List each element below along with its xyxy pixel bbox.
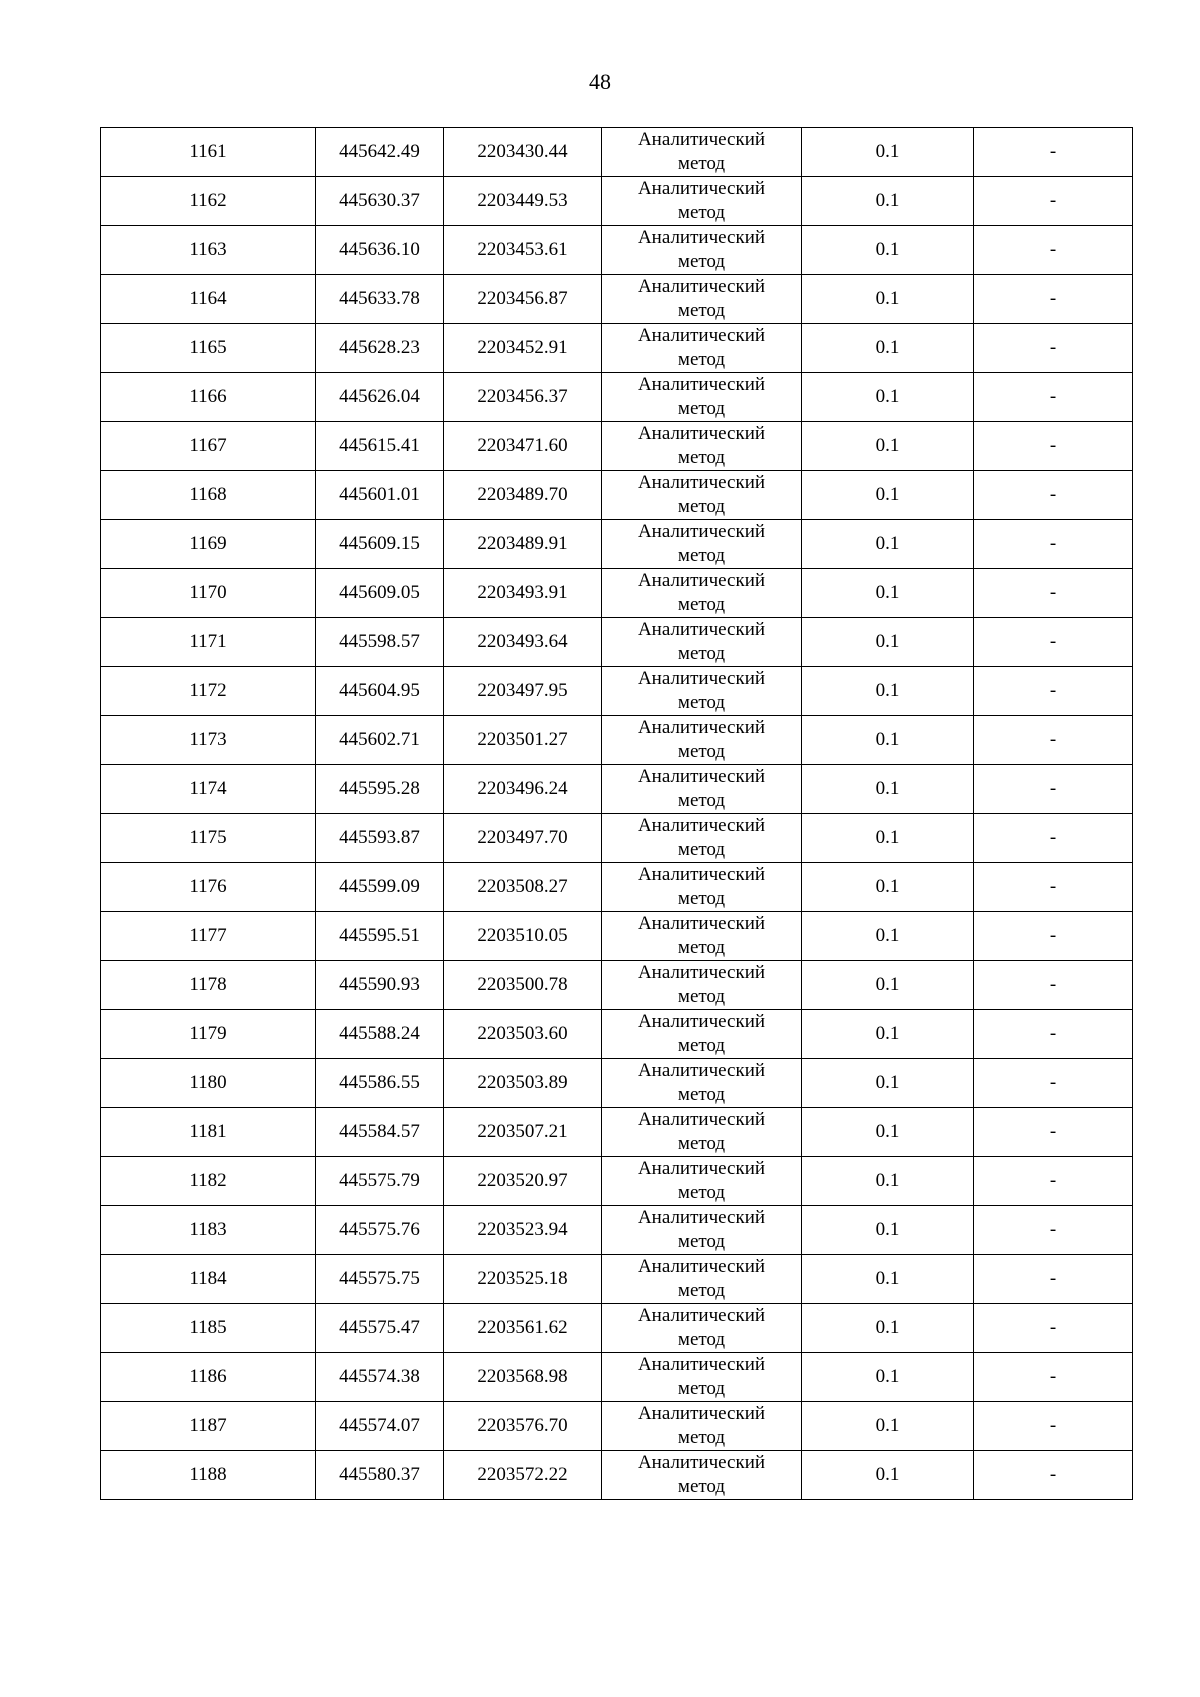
cell-note: - [974, 324, 1133, 373]
method-line-2: метод [677, 251, 726, 272]
cell-x-coordinate: 445575.79 [316, 1157, 444, 1206]
cell-accuracy: 0.1 [802, 1255, 974, 1304]
cell-point-number: 1172 [101, 667, 316, 716]
cell-accuracy: 0.1 [802, 324, 974, 373]
table-row [101, 716, 1133, 765]
table-row [101, 471, 1133, 520]
cell-y-coordinate: 2203500.78 [444, 961, 602, 1010]
method-line-2: метод [677, 1084, 726, 1105]
cell-accuracy: 0.1 [802, 814, 974, 863]
method-line-1: Аналитический [637, 1060, 766, 1081]
cell-x-coordinate: 445588.24 [316, 1010, 444, 1059]
cell-method [602, 177, 802, 226]
cell-accuracy: 0.1 [802, 471, 974, 520]
method-line-2: метод [677, 790, 726, 811]
cell-note: - [974, 275, 1133, 324]
cell-y-coordinate: 2203456.87 [444, 275, 602, 324]
method-line-1: Аналитический [637, 374, 766, 395]
cell-note: - [974, 520, 1133, 569]
cell-point-number: 1178 [101, 961, 316, 1010]
cell-accuracy: 0.1 [802, 716, 974, 765]
cell-x-coordinate: 445633.78 [316, 275, 444, 324]
table-row [101, 177, 1133, 226]
cell-accuracy: 0.1 [802, 618, 974, 667]
cell-accuracy: 0.1 [802, 1402, 974, 1451]
method-line-2: метод [677, 839, 726, 860]
cell-y-coordinate: 2203493.91 [444, 569, 602, 618]
method-line-2: метод [677, 986, 726, 1007]
cell-point-number: 1171 [101, 618, 316, 667]
cell-x-coordinate: 445575.75 [316, 1255, 444, 1304]
table-row [101, 1206, 1133, 1255]
method-line-1: Аналитический [637, 619, 766, 640]
table-row [101, 128, 1133, 177]
cell-x-coordinate: 445575.76 [316, 1206, 444, 1255]
method-line-2: метод [677, 888, 726, 909]
cell-note: - [974, 177, 1133, 226]
cell-accuracy: 0.1 [802, 128, 974, 177]
cell-method [602, 422, 802, 471]
method-line-1: Аналитический [637, 325, 766, 346]
method-line-1: Аналитический [637, 668, 766, 689]
cell-y-coordinate: 2203510.05 [444, 912, 602, 961]
table-row [101, 1108, 1133, 1157]
cell-point-number: 1167 [101, 422, 316, 471]
cell-x-coordinate: 445593.87 [316, 814, 444, 863]
cell-note: - [974, 1255, 1133, 1304]
cell-method [602, 1108, 802, 1157]
cell-y-coordinate: 2203572.22 [444, 1451, 602, 1500]
cell-method [602, 1304, 802, 1353]
cell-y-coordinate: 2203503.60 [444, 1010, 602, 1059]
method-line-2: метод [677, 1476, 726, 1497]
table-row [101, 422, 1133, 471]
table-row [101, 618, 1133, 667]
cell-y-coordinate: 2203489.91 [444, 520, 602, 569]
cell-x-coordinate: 445615.41 [316, 422, 444, 471]
cell-accuracy: 0.1 [802, 1304, 974, 1353]
method-line-2: метод [677, 1378, 726, 1399]
cell-point-number: 1186 [101, 1353, 316, 1402]
cell-x-coordinate: 445595.28 [316, 765, 444, 814]
cell-note: - [974, 1157, 1133, 1206]
cell-point-number: 1188 [101, 1451, 316, 1500]
cell-method [602, 471, 802, 520]
method-line-2: метод [677, 496, 726, 517]
cell-point-number: 1163 [101, 226, 316, 275]
method-line-1: Аналитический [637, 815, 766, 836]
cell-accuracy: 0.1 [802, 226, 974, 275]
method-line-1: Аналитический [637, 962, 766, 983]
cell-accuracy: 0.1 [802, 1206, 974, 1255]
cell-note: - [974, 422, 1133, 471]
cell-note: - [974, 1353, 1133, 1402]
cell-accuracy: 0.1 [802, 1108, 974, 1157]
cell-accuracy: 0.1 [802, 765, 974, 814]
cell-accuracy: 0.1 [802, 422, 974, 471]
cell-y-coordinate: 2203508.27 [444, 863, 602, 912]
cell-accuracy: 0.1 [802, 275, 974, 324]
cell-method [602, 226, 802, 275]
cell-point-number: 1185 [101, 1304, 316, 1353]
cell-note: - [974, 618, 1133, 667]
coordinates-table [100, 127, 1133, 1500]
method-line-2: метод [677, 741, 726, 762]
cell-point-number: 1181 [101, 1108, 316, 1157]
cell-method [602, 1402, 802, 1451]
table-row [101, 1010, 1133, 1059]
table-row [101, 667, 1133, 716]
method-line-2: метод [677, 594, 726, 615]
cell-x-coordinate: 445575.47 [316, 1304, 444, 1353]
cell-point-number: 1164 [101, 275, 316, 324]
table-row [101, 1255, 1133, 1304]
cell-point-number: 1174 [101, 765, 316, 814]
cell-method [602, 1010, 802, 1059]
cell-method [602, 863, 802, 912]
cell-point-number: 1179 [101, 1010, 316, 1059]
table-row [101, 324, 1133, 373]
table-row [101, 863, 1133, 912]
cell-y-coordinate: 2203520.97 [444, 1157, 602, 1206]
cell-y-coordinate: 2203449.53 [444, 177, 602, 226]
table-row [101, 961, 1133, 1010]
cell-y-coordinate: 2203493.64 [444, 618, 602, 667]
cell-note: - [974, 1451, 1133, 1500]
cell-x-coordinate: 445602.71 [316, 716, 444, 765]
table-row [101, 569, 1133, 618]
cell-point-number: 1182 [101, 1157, 316, 1206]
method-line-1: Аналитический [637, 913, 766, 934]
method-line-1: Аналитический [637, 521, 766, 542]
cell-note: - [974, 961, 1133, 1010]
method-line-2: метод [677, 349, 726, 370]
cell-method [602, 814, 802, 863]
cell-point-number: 1176 [101, 863, 316, 912]
cell-accuracy: 0.1 [802, 373, 974, 422]
cell-x-coordinate: 445590.93 [316, 961, 444, 1010]
cell-accuracy: 0.1 [802, 1010, 974, 1059]
cell-note: - [974, 1108, 1133, 1157]
method-line-1: Аналитический [637, 472, 766, 493]
cell-x-coordinate: 445642.49 [316, 128, 444, 177]
method-line-1: Аналитический [637, 276, 766, 297]
method-line-1: Аналитический [637, 1452, 766, 1473]
cell-note: - [974, 863, 1133, 912]
cell-method [602, 618, 802, 667]
method-line-2: метод [677, 1035, 726, 1056]
cell-x-coordinate: 445574.38 [316, 1353, 444, 1402]
cell-note: - [974, 226, 1133, 275]
cell-note: - [974, 1402, 1133, 1451]
cell-accuracy: 0.1 [802, 667, 974, 716]
table-row [101, 1353, 1133, 1402]
cell-point-number: 1173 [101, 716, 316, 765]
cell-x-coordinate: 445628.23 [316, 324, 444, 373]
method-line-1: Аналитический [637, 1256, 766, 1277]
cell-method [602, 275, 802, 324]
cell-y-coordinate: 2203471.60 [444, 422, 602, 471]
cell-method [602, 520, 802, 569]
cell-accuracy: 0.1 [802, 863, 974, 912]
method-line-1: Аналитический [637, 227, 766, 248]
cell-y-coordinate: 2203452.91 [444, 324, 602, 373]
cell-note: - [974, 1010, 1133, 1059]
cell-method [602, 324, 802, 373]
method-line-2: метод [677, 643, 726, 664]
cell-x-coordinate: 445609.05 [316, 569, 444, 618]
method-line-1: Аналитический [637, 1158, 766, 1179]
cell-point-number: 1180 [101, 1059, 316, 1108]
cell-method [602, 128, 802, 177]
cell-accuracy: 0.1 [802, 177, 974, 226]
method-line-1: Аналитический [637, 1403, 766, 1424]
cell-y-coordinate: 2203525.18 [444, 1255, 602, 1304]
cell-y-coordinate: 2203497.95 [444, 667, 602, 716]
method-line-2: метод [677, 447, 726, 468]
cell-accuracy: 0.1 [802, 520, 974, 569]
cell-accuracy: 0.1 [802, 1157, 974, 1206]
method-line-1: Аналитический [637, 1207, 766, 1228]
cell-y-coordinate: 2203523.94 [444, 1206, 602, 1255]
cell-point-number: 1184 [101, 1255, 316, 1304]
cell-method [602, 569, 802, 618]
cell-method [602, 667, 802, 716]
cell-point-number: 1187 [101, 1402, 316, 1451]
cell-y-coordinate: 2203453.61 [444, 226, 602, 275]
cell-y-coordinate: 2203456.37 [444, 373, 602, 422]
cell-point-number: 1183 [101, 1206, 316, 1255]
method-line-1: Аналитический [637, 570, 766, 591]
cell-note: - [974, 1206, 1133, 1255]
method-line-2: метод [677, 1280, 726, 1301]
cell-x-coordinate: 445598.57 [316, 618, 444, 667]
cell-y-coordinate: 2203561.62 [444, 1304, 602, 1353]
cell-y-coordinate: 2203497.70 [444, 814, 602, 863]
cell-point-number: 1162 [101, 177, 316, 226]
method-line-1: Аналитический [637, 1305, 766, 1326]
page-number: 48 [589, 69, 611, 94]
cell-accuracy: 0.1 [802, 1451, 974, 1500]
table-row [101, 765, 1133, 814]
method-line-2: метод [677, 153, 726, 174]
cell-x-coordinate: 445626.04 [316, 373, 444, 422]
cell-method [602, 716, 802, 765]
cell-y-coordinate: 2203507.21 [444, 1108, 602, 1157]
cell-note: - [974, 471, 1133, 520]
cell-point-number: 1177 [101, 912, 316, 961]
cell-x-coordinate: 445599.09 [316, 863, 444, 912]
method-line-1: Аналитический [637, 129, 766, 150]
cell-y-coordinate: 2203576.70 [444, 1402, 602, 1451]
cell-note: - [974, 912, 1133, 961]
method-line-2: метод [677, 545, 726, 566]
cell-y-coordinate: 2203430.44 [444, 128, 602, 177]
cell-x-coordinate: 445601.01 [316, 471, 444, 520]
cell-method [602, 373, 802, 422]
cell-note: - [974, 373, 1133, 422]
table-body [101, 128, 1133, 1500]
cell-point-number: 1170 [101, 569, 316, 618]
cell-method [602, 765, 802, 814]
cell-method [602, 1059, 802, 1108]
cell-x-coordinate: 445636.10 [316, 226, 444, 275]
table-row [101, 1451, 1133, 1500]
cell-point-number: 1165 [101, 324, 316, 373]
cell-x-coordinate: 445609.15 [316, 520, 444, 569]
method-line-2: метод [677, 1182, 726, 1203]
method-line-1: Аналитический [637, 1109, 766, 1130]
cell-x-coordinate: 445580.37 [316, 1451, 444, 1500]
cell-point-number: 1169 [101, 520, 316, 569]
cell-accuracy: 0.1 [802, 912, 974, 961]
table-row [101, 275, 1133, 324]
cell-note: - [974, 1059, 1133, 1108]
cell-note: - [974, 569, 1133, 618]
cell-x-coordinate: 445586.55 [316, 1059, 444, 1108]
cell-x-coordinate: 445584.57 [316, 1108, 444, 1157]
table-row [101, 1304, 1133, 1353]
method-line-2: метод [677, 1427, 726, 1448]
method-line-1: Аналитический [637, 178, 766, 199]
cell-accuracy: 0.1 [802, 569, 974, 618]
cell-method [602, 912, 802, 961]
table-row [101, 814, 1133, 863]
method-line-2: метод [677, 1231, 726, 1252]
cell-method [602, 1157, 802, 1206]
method-line-2: метод [677, 1133, 726, 1154]
cell-y-coordinate: 2203501.27 [444, 716, 602, 765]
cell-x-coordinate: 445630.37 [316, 177, 444, 226]
method-line-2: метод [677, 398, 726, 419]
cell-method [602, 1206, 802, 1255]
method-line-2: метод [677, 1329, 726, 1350]
method-line-1: Аналитический [637, 1011, 766, 1032]
method-line-2: метод [677, 937, 726, 958]
method-line-2: метод [677, 692, 726, 713]
cell-y-coordinate: 2203503.89 [444, 1059, 602, 1108]
table-row [101, 1059, 1133, 1108]
cell-y-coordinate: 2203489.70 [444, 471, 602, 520]
method-line-1: Аналитический [637, 1354, 766, 1375]
method-line-1: Аналитический [637, 766, 766, 787]
method-line-1: Аналитический [637, 864, 766, 885]
table-row [101, 520, 1133, 569]
cell-y-coordinate: 2203568.98 [444, 1353, 602, 1402]
table-row [101, 373, 1133, 422]
method-line-2: метод [677, 202, 726, 223]
cell-x-coordinate: 445574.07 [316, 1402, 444, 1451]
cell-x-coordinate: 445595.51 [316, 912, 444, 961]
cell-note: - [974, 1304, 1133, 1353]
cell-accuracy: 0.1 [802, 961, 974, 1010]
cell-y-coordinate: 2203496.24 [444, 765, 602, 814]
cell-method [602, 1451, 802, 1500]
cell-point-number: 1175 [101, 814, 316, 863]
table-row [101, 1402, 1133, 1451]
table-row [101, 912, 1133, 961]
cell-point-number: 1168 [101, 471, 316, 520]
cell-note: - [974, 128, 1133, 177]
cell-point-number: 1166 [101, 373, 316, 422]
cell-accuracy: 0.1 [802, 1059, 974, 1108]
table-row [101, 1157, 1133, 1206]
cell-point-number: 1161 [101, 128, 316, 177]
cell-accuracy: 0.1 [802, 1353, 974, 1402]
cell-note: - [974, 667, 1133, 716]
cell-method [602, 1353, 802, 1402]
method-line-1: Аналитический [637, 717, 766, 738]
cell-note: - [974, 765, 1133, 814]
cell-method [602, 961, 802, 1010]
table-row [101, 226, 1133, 275]
cell-x-coordinate: 445604.95 [316, 667, 444, 716]
cell-note: - [974, 716, 1133, 765]
cell-note: - [974, 814, 1133, 863]
method-line-2: метод [677, 300, 726, 321]
cell-method [602, 1255, 802, 1304]
method-line-1: Аналитический [637, 423, 766, 444]
